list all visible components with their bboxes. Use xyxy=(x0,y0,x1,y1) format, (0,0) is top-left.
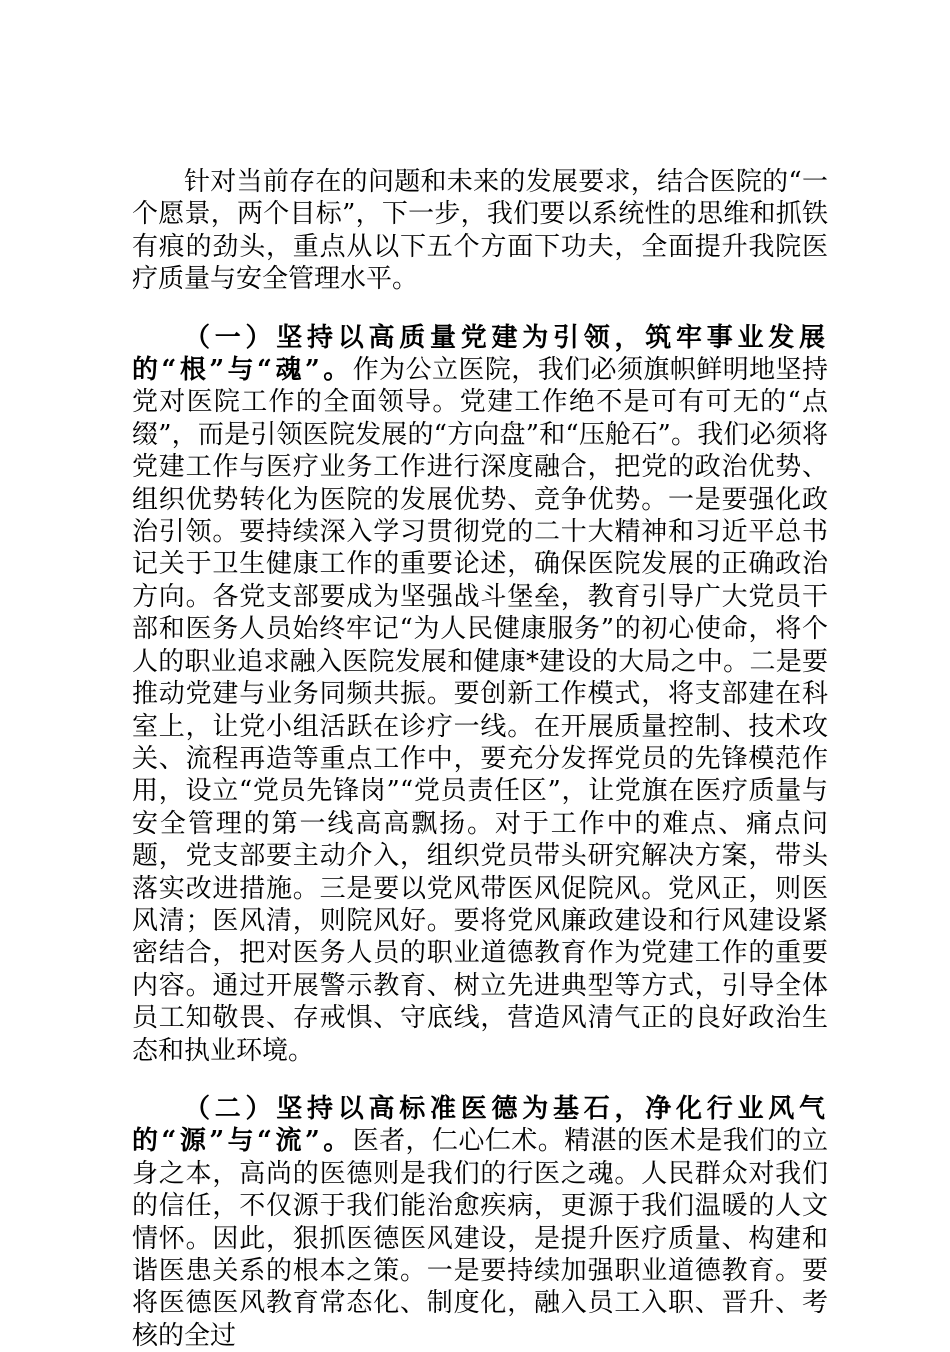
section-2-paragraph xyxy=(132,1093,828,1352)
section-1-body: 作为公立医院，我们必须旗帜鲜明地坚持党对医院工作的全面领导。党建工作绝不是可有可无的“点缀”，而是引领医院发展的“方向盘”和“压舱石”。我们必须将党建工作与医疗业务工作进行深度融合，把党的政治优势、组织优势转化为医院的发展优势、竞争优势。一是要强化政治引领。要持续深入学习贯彻党的二十大精神和习近平总书记关于卫生健康工作的重要论述，确保医院发展的正确政治方向。各党支部要成为坚强战斗堡垒，教育引导广大党员干部和医务人员始终牢记“为人民健康服务”的初心使命，将个人的职业追求融入医院发展和健康*建设的大局之中。二是要推动党建与业务同频共振。要创新工作模式，将支部建在科室上，让党小组活跃在诊疗一线。在开展质量控制、技术攻关、流程再造等重点工作中，要充分发挥党员的先锋模范作用，设立“党员先锋岗”“党员责任区”，让党旗在医疗质量与安全管理的第一线高高飘扬。对于工作中的难点、痛点问题，党支部要主动介入，组织党员带头研究解决方案，带头落实改进措施。三是要以党风带医风促院风。党风正，则医风清；医风清，则院风好。要将党风廉政建设和行风建设紧密结合，把对医务人员的职业道德教育作为党建工作的重要内容。通过开展警示教育、树立先进典型等方式，引导全体员工知敬畏、存戒惧、守底线，营造风清气正的良好政治生态和执业环境。 xyxy=(132,355,828,1066)
section-1-paragraph xyxy=(132,322,828,1067)
section-1-heading: （一）坚持以高质量党建为引领，筑牢事业发展的“根”与“魂”。 xyxy=(132,322,828,386)
intro-paragraph: 针对当前存在的问题和未来的发展要求，结合医院的“一个愿景，两个目标”，下一步，我们要以系统性的思维和抓铁有痕的劲头，重点从以下五个方面下功夫，全面提升我院医疗质量与安全管理水平。 xyxy=(132,167,828,295)
document-page xyxy=(132,166,828,1352)
section-2-body: 医者，仁心仁术。精湛的医术是我们的立身之本，高尚的医德则是我们的行医之魂。人民群众对我们的信任，不仅源于我们能治愈疾病，更源于我们温暖的人文情怀。因此，狠抓医德医风建设，是提升医疗质量、构建和谐医患关系的根本之策。一是要持续加强职业道德教育。要将医德医风教育常态化、制度化，融入员工入职、晋升、考核的全过 xyxy=(132,1126,828,1351)
section-2-heading: （二）坚持以高标准医德为基石，净化行业风气的“源”与“流”。 xyxy=(132,1093,828,1157)
